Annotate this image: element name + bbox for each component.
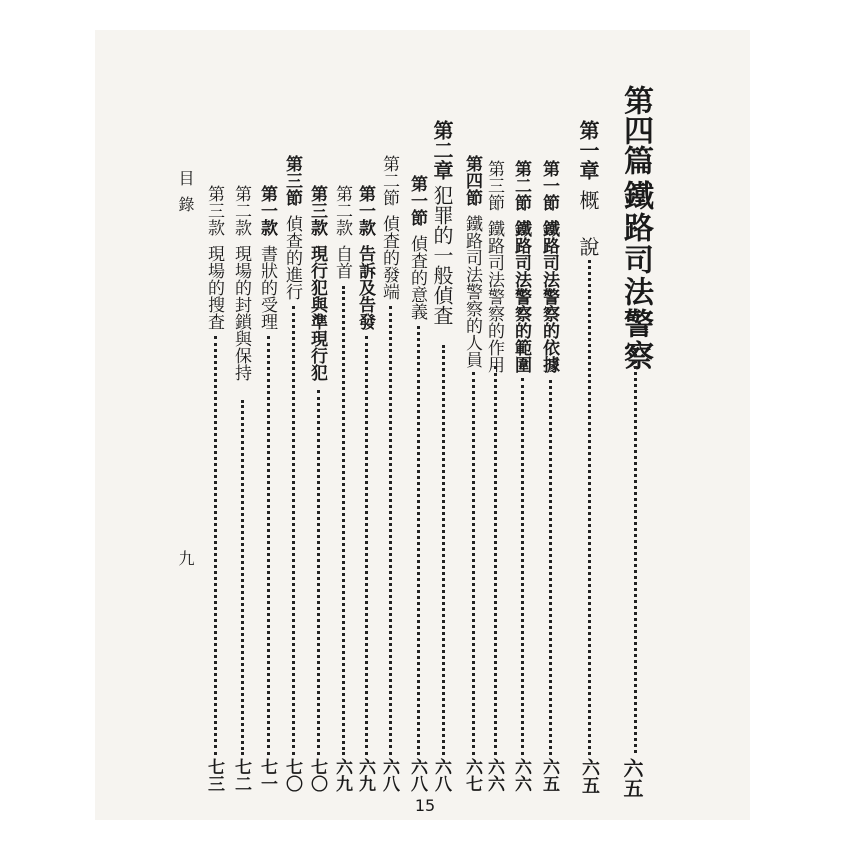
leader-dots (214, 336, 217, 755)
leader-dots (389, 306, 392, 755)
leader-dots (634, 348, 637, 753)
page-ref: 六九 (355, 758, 375, 792)
leader-dots (342, 286, 345, 755)
section-heading: 第二節 (511, 160, 531, 211)
page-ref: 七二 (231, 758, 251, 792)
leader-dots (521, 378, 524, 755)
article-heading: 第三款 (307, 185, 327, 236)
article-title: 現行犯與準現行犯 (307, 245, 327, 381)
chapter-heading: 第一章 (576, 120, 600, 180)
section-heading: 第一節 (539, 160, 559, 211)
leader-dots (442, 345, 445, 755)
folio-number: 九 (176, 550, 195, 566)
article-heading: 第一款 (355, 185, 375, 236)
article-heading: 第二款 (332, 185, 352, 236)
leader-dots (365, 336, 368, 755)
section-title: 鐵路司法警察的作用 (484, 220, 504, 373)
leader-dots (588, 260, 591, 755)
section-title: 鐵路司法警察的依據 (539, 220, 559, 373)
article-title: 現場的搜査 (204, 245, 224, 330)
article-title: 告訴及告發 (355, 245, 375, 330)
leader-dots (292, 306, 295, 755)
page-ref: 六八 (431, 758, 451, 792)
chapter-heading: 第二章 (430, 120, 454, 180)
article-title: 書狀的受理 (257, 245, 277, 330)
leader-dots (494, 366, 497, 755)
page-ref: 七一 (257, 758, 277, 792)
page-number: 15 (414, 796, 436, 815)
leader-dots (317, 390, 320, 755)
section-title: 偵査的發端 (379, 215, 399, 300)
page-ref: 七〇 (282, 758, 302, 792)
running-title: 目錄 (176, 170, 195, 222)
page-ref: 六七 (462, 758, 482, 792)
leader-dots (241, 400, 244, 755)
page-ref: 六八 (379, 758, 399, 792)
section-title: 偵查的進行 (282, 215, 302, 300)
leader-dots (267, 336, 270, 755)
article-heading: 第三款 (204, 185, 224, 236)
chapter-title: 犯罪的一般偵査 (430, 185, 454, 325)
leader-dots (549, 380, 552, 755)
page-ref: 七〇 (307, 758, 327, 792)
page-ref: 六五 (620, 758, 644, 798)
section-heading: 第四節 (462, 155, 482, 206)
section-heading: 第二節 (379, 155, 399, 206)
article-title: 自首 (332, 245, 352, 279)
section-heading: 第三節 (282, 155, 302, 206)
page-ref: 六五 (539, 758, 559, 792)
section-heading: 第三節 (484, 160, 504, 211)
section-title: 鐵路司法警察的人員 (462, 215, 482, 368)
leader-dots (472, 372, 475, 755)
article-heading: 第一款 (257, 185, 277, 236)
page-ref: 六八 (407, 758, 427, 792)
chapter-title: 概 說 (576, 190, 600, 267)
page-ref: 六六 (511, 758, 531, 792)
page-ref: 六六 (484, 758, 504, 792)
article-heading: 第二款 (231, 185, 251, 236)
page-ref: 六五 (579, 758, 600, 794)
section-title: 鐵路司法警察的範圍 (511, 220, 531, 373)
page-ref: 七三 (204, 758, 224, 792)
article-title: 現場的封鎖與保持 (231, 245, 251, 381)
page-ref: 六九 (332, 758, 352, 792)
section-heading: 第一節 (407, 175, 427, 226)
section-title: 偵査的意義 (407, 235, 427, 320)
leader-dots (417, 326, 420, 755)
part-title: 鐵路司法警察 (618, 180, 653, 372)
part-heading: 第四篇 (618, 85, 653, 175)
